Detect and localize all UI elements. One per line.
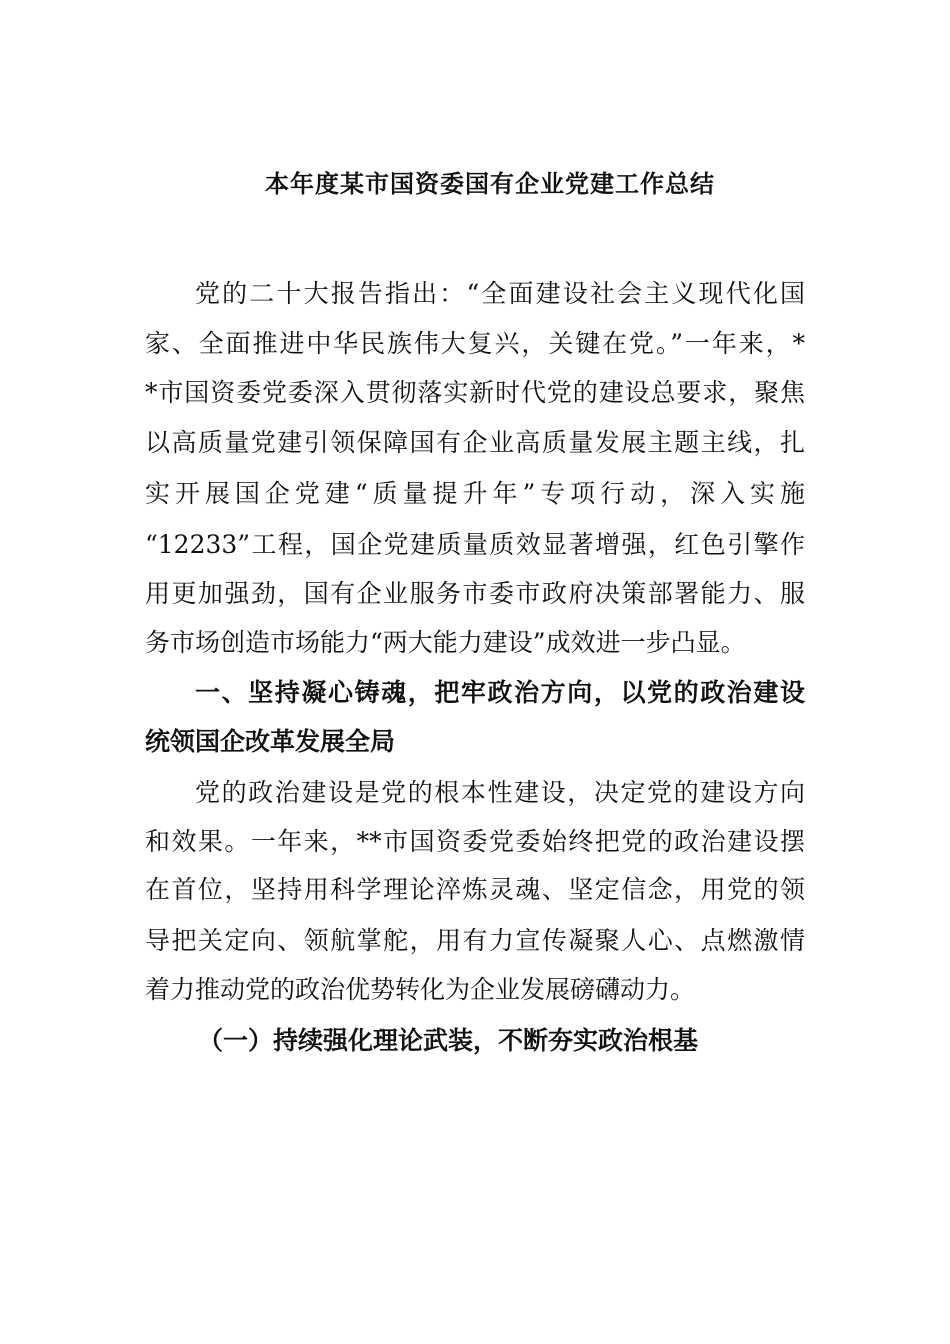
document-title: 本年度某市国资委国有企业党建工作总结 xyxy=(265,170,715,198)
text-line: 和效果。一年来，**市国资委党委始终把党的政治建设摆 xyxy=(145,827,805,856)
text-line: 党的政治建设是党的根本性建设，决定党的建设方向 xyxy=(195,778,805,807)
text-line: *市国资委党委深入贯彻落实新时代党的建设总要求，聚焦 xyxy=(145,378,805,407)
heading-line: 一、坚持凝心铸魂，把牢政治方向，以党的政治建设 xyxy=(195,678,805,707)
text-line: 在首位，坚持用科学理论淬炼灵魂、坚定信念，用党的领 xyxy=(145,875,805,904)
text-line: 务市场创造市场能力“两大能力建设”成效进一步凸显。 xyxy=(145,628,746,657)
text-line: 导把关定向、领航掌舵，用有力宣传凝聚人心、点燃激情 xyxy=(145,926,805,955)
text-line: 着力推动党的政治优势转化为企业发展磅礴动力。 xyxy=(145,975,696,1004)
text-line: 家、全面推进中华民族伟大复兴，关键在党。”一年来，* xyxy=(145,329,805,358)
text-line: “12233”工程，国企党建质量质效显著增强，红色引擎作 xyxy=(145,530,805,559)
subsection-heading: （一）持续强化理论武装，不断夯实政治根基 xyxy=(198,1026,699,1055)
text-line: 用更加强劲，国有企业服务市委市政府决策部署能力、服 xyxy=(145,579,805,608)
heading-line: 统领国企改革发展全局 xyxy=(145,727,396,756)
text-line: 以高质量党建引领保障国有企业高质量发展主题主线，扎 xyxy=(145,428,805,457)
text-line: 党的二十大报告指出：“全面建设社会主义现代化国 xyxy=(195,279,805,308)
text-line: 实开展国企党建“质量提升年”专项行动，深入实施 xyxy=(145,479,805,508)
